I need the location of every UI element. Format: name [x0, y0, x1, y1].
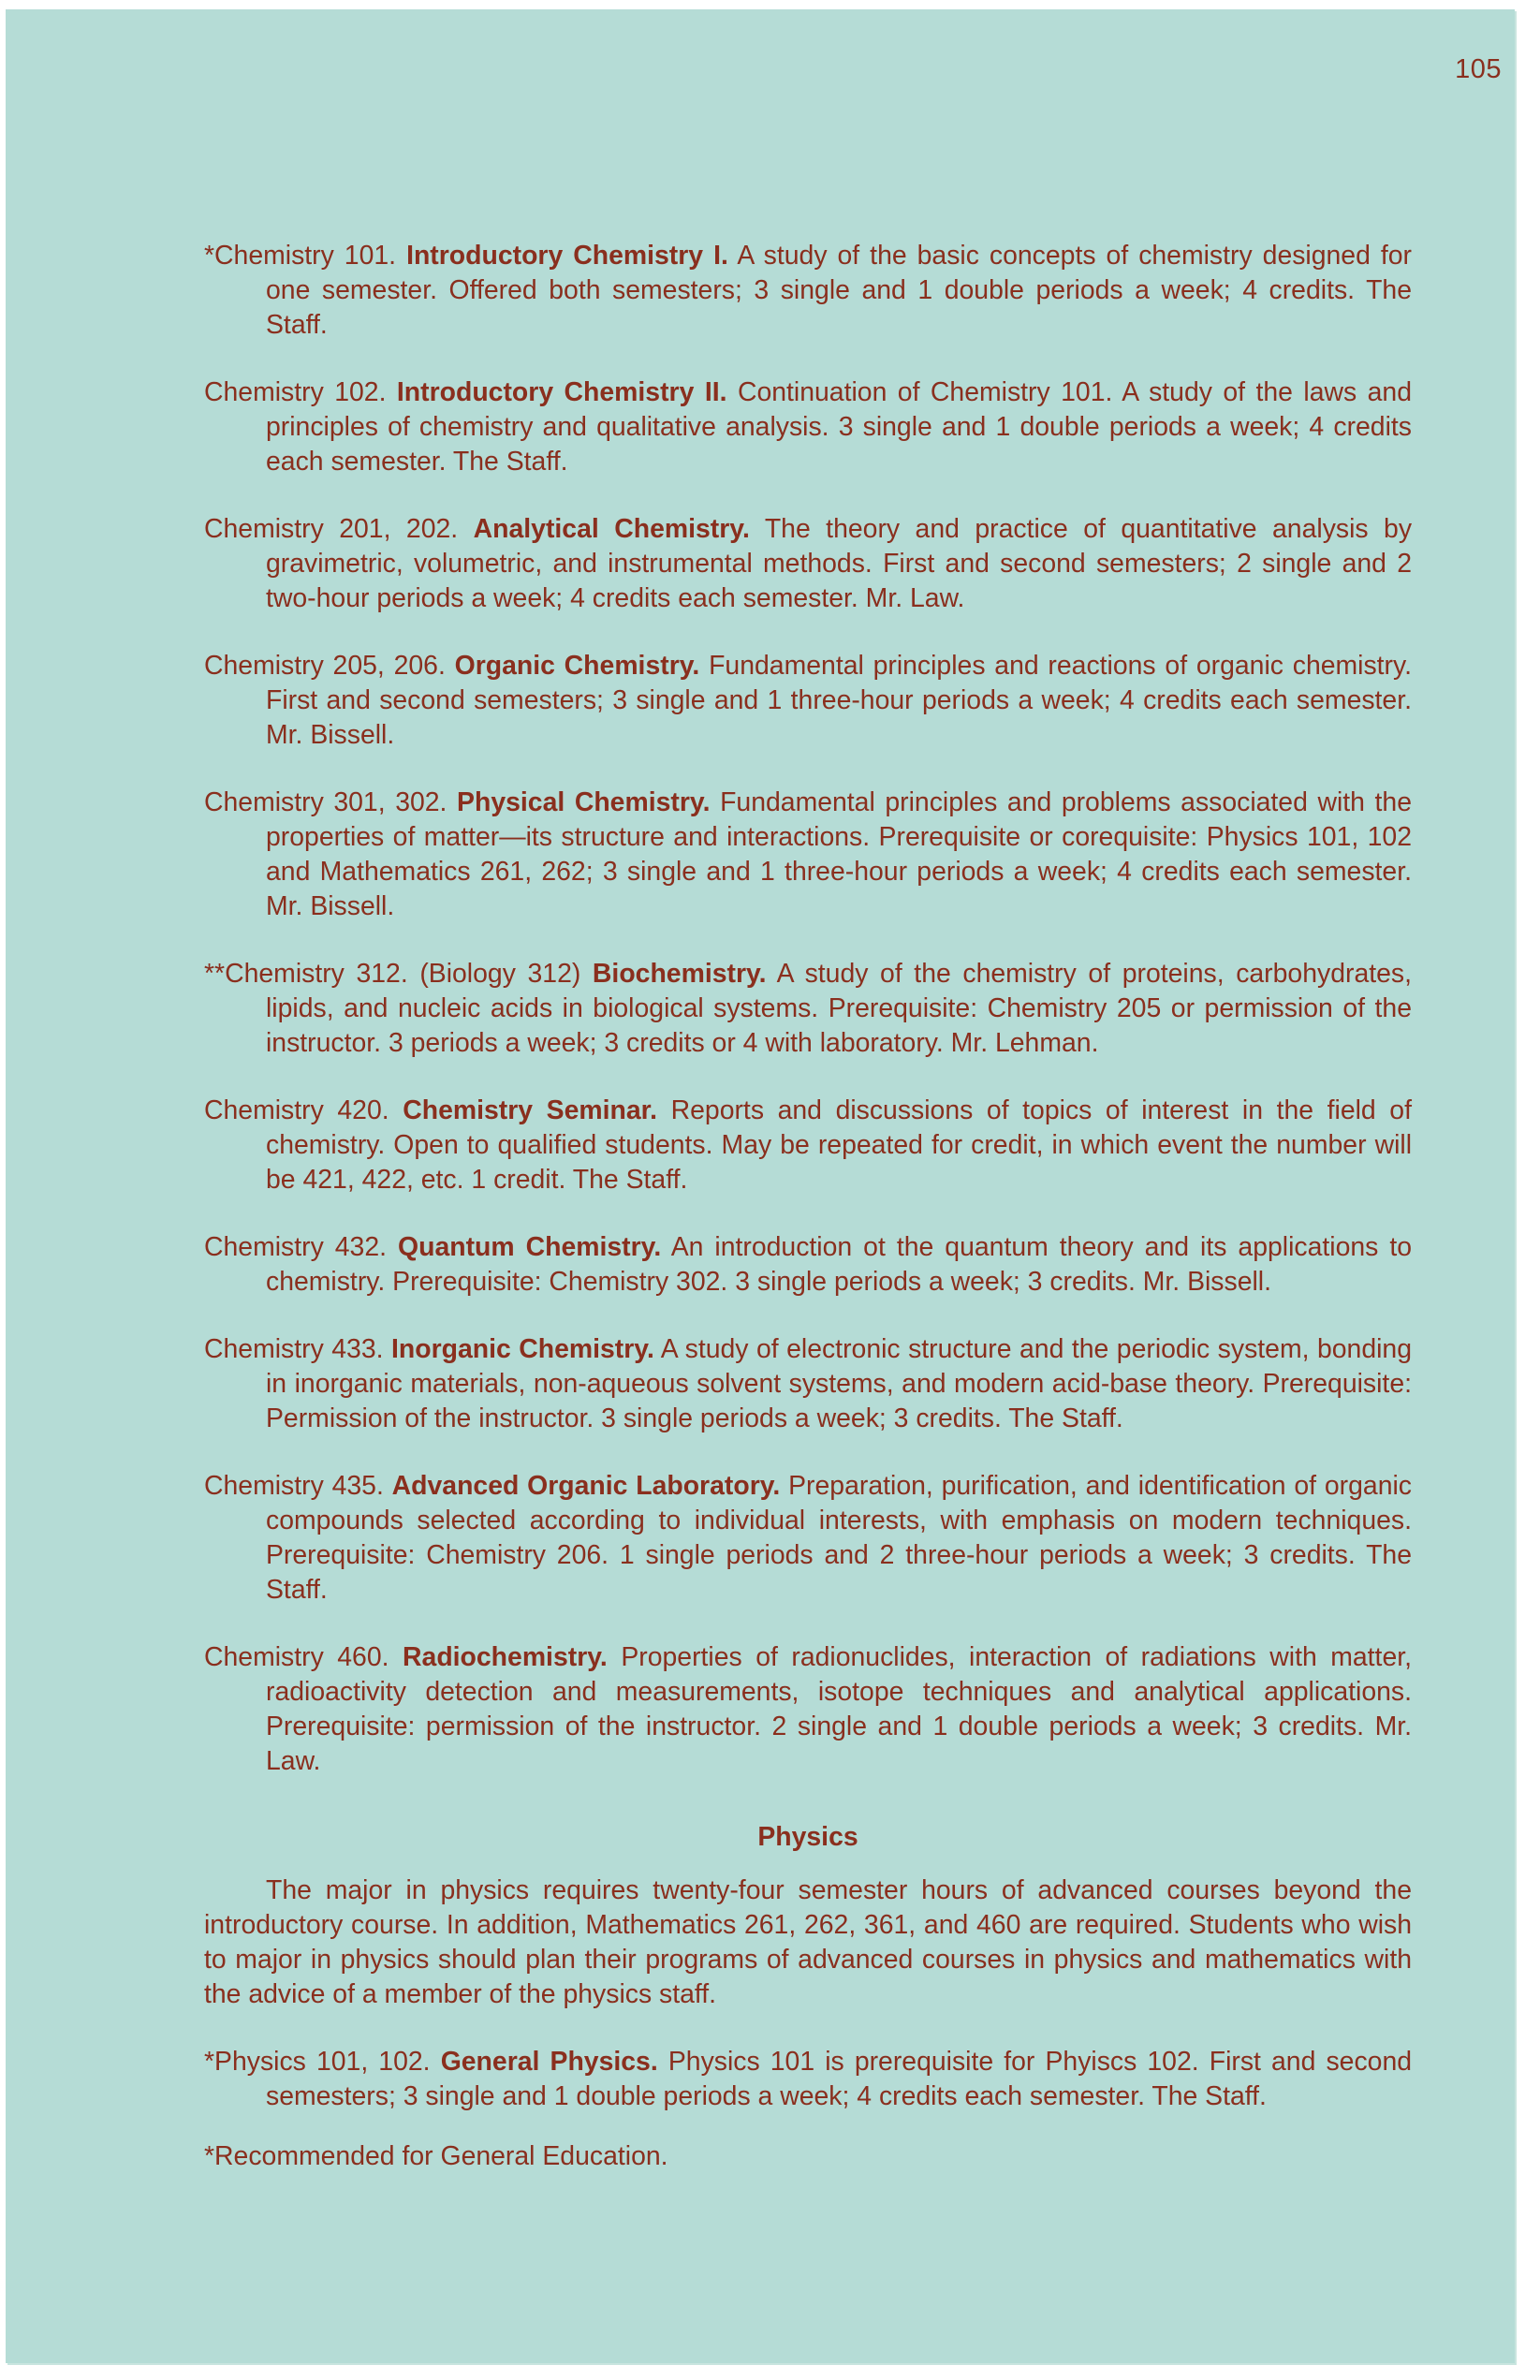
course-entry [204, 957, 1412, 1061]
course-title: Introductory Chemistry I. [406, 241, 728, 271]
course-title: Introductory Chemistry II. [396, 377, 727, 407]
course-title: General Physics. [440, 2047, 658, 2077]
course-code: Chemistry 420. [204, 1095, 389, 1125]
course-code: Chemistry 102. [204, 377, 387, 407]
course-title: Physical Chemistry. [457, 787, 711, 817]
course-description: Reports and discussions of topics of interest in the field of chemistry. Open to qualified students. May be repeated for credit, in which event the number will be 421, 422, etc. 1 credit. The Staff. [266, 1095, 1412, 1195]
course-description: Preparation, purification, and identification of organic compounds selected according to individual interests, with emphasis on modern techniques. Prerequisite: Chemistry 206. 1 single periods and 2 three-hour periods a week; 3 credits. The Staff. [266, 1471, 1412, 1605]
course-code: Chemistry 460. [204, 1642, 389, 1672]
catalog-page [6, 9, 1515, 2363]
course-description: Properties of radionuclides, interaction of radiations with matter, radioactivity detection and measurements, isotope techniques and analytical applications. Prerequisite: permission of the instructor. 2 single and 1 double periods a week; 3 credits. Mr. Law. [266, 1642, 1413, 1776]
course-code: Chemistry 432. [204, 1232, 388, 1262]
page-number: 105 [1455, 54, 1502, 84]
course-description: Physics 101 is prerequisite for Phyiscs 102. First and second semesters; 3 single and 1 double periods a week; 4 credits each semester. The Staff. [266, 2047, 1413, 2111]
course-entry [204, 512, 1412, 616]
course-code: **Chemistry 312. (Biology 312) [204, 959, 581, 989]
course-code: *Physics 101, 102. [204, 2047, 431, 2077]
course-title: Biochemistry. [592, 959, 767, 989]
course-title: Organic Chemistry. [454, 651, 700, 681]
course-listing [204, 239, 1412, 2174]
course-entry [204, 375, 1412, 479]
course-entry [204, 1230, 1412, 1300]
course-entry [204, 786, 1412, 924]
course-description: A study of the basic concepts of chemistry designed for one semester. Offered both semesters; 3 single and 1 double periods a week; 4 credits. The Staff. [266, 241, 1413, 340]
course-description: A study of the chemistry of proteins, carbohydrates, lipids, and nucleic acids in biological systems. Prerequisite: Chemistry 205 or permission of the instructor. 3 periods a week; 3 credits or 4 with laboratory. Mr. Lehman. [266, 959, 1412, 1058]
course-code: Chemistry 435. [204, 1471, 384, 1501]
course-entry [204, 2045, 1412, 2114]
course-code: Chemistry 201, 202. [204, 514, 459, 544]
course-entry [204, 1640, 1412, 1779]
course-code: Chemistry 205, 206. [204, 651, 446, 681]
physics-intro-paragraph: The major in physics requires twenty-four semester hours of advanced courses beyond the introductory course. In addition, Mathematics 261, 262, 361, and 460 are required. Students who wish to major in physics should plan their programs of advanced courses in physics and mathematics with the advice of a member of the physics staff. [204, 1875, 1412, 2009]
section-heading-physics: Physics [757, 1822, 858, 1852]
course-title: Advanced Organic Laboratory. [391, 1471, 781, 1501]
course-code: Chemistry 301, 302. [204, 787, 447, 817]
course-description: Fundamental principles and problems associated with the properties of matter—its structure and interactions. Prerequisite or corequisite: Physics 101, 102 and Mathematics 261, 262; 3 single and 1 three-hour periods a week; 4 credits each semester. Mr. Bissell. [266, 787, 1413, 921]
course-title: Chemistry Seminar. [403, 1095, 658, 1125]
course-description: The theory and practice of quantitative analysis by gravimetric, volumetric, and instrumental methods. First and second semesters; 2 single and 2 two-hour periods a week; 4 credits each semester. Mr. Law. [266, 514, 1413, 613]
course-title: Inorganic Chemistry. [391, 1334, 654, 1364]
course-description: An introduction ot the quantum theory and its applications to chemistry. Prerequisite: Chemistry 302. 3 single periods a week; 3 credits. Mr. Bissell. [266, 1232, 1413, 1297]
course-title: Radiochemistry. [403, 1642, 608, 1672]
course-code: *Chemistry 101. [204, 241, 397, 271]
course-description: A study of electronic structure and the periodic system, bonding in inorganic materials, non-aqueous solvent systems, and modern acid-base theory. Prerequisite: Permission of the instructor. 3 single periods a week; 3 credits. The Staff. [266, 1334, 1412, 1433]
footnote: *Recommended for General Education. [204, 2141, 668, 2171]
course-description: Continuation of Chemistry 101. A study of the laws and principles of chemistry and qualitative analysis. 3 single and 1 double periods a week; 4 credits each semester. The Staff. [266, 377, 1412, 477]
course-entry [204, 649, 1412, 753]
course-title: Quantum Chemistry. [398, 1232, 662, 1262]
course-entry [204, 1332, 1412, 1436]
course-title: Analytical Chemistry. [473, 514, 750, 544]
course-entry [204, 239, 1412, 343]
course-description: Fundamental principles and reactions of organic chemistry. First and second semesters; 3 single and 1 three-hour periods a week; 4 credits each semester. Mr. Bissell. [266, 651, 1412, 750]
course-entry [204, 1469, 1412, 1608]
course-entry [204, 1094, 1412, 1197]
course-code: Chemistry 433. [204, 1334, 384, 1364]
